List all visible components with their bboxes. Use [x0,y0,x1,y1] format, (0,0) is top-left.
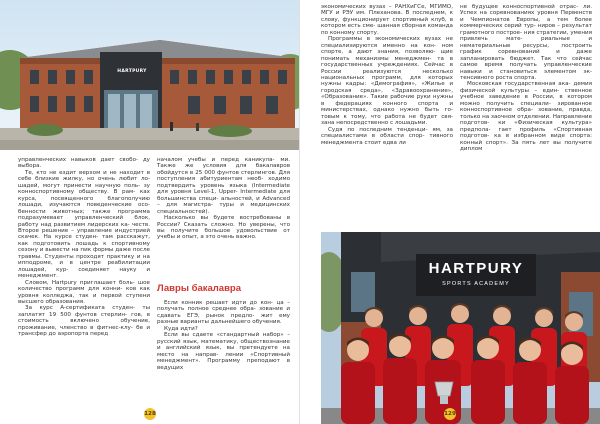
right-column-1 [321,4,453,146]
section-heading: Лавры бакалавра [157,283,242,294]
photo-sign-title: HARTPURY [428,260,524,277]
paragraph: началом учебы и перед каникула- ми. Также же условия для бакалавров обойдутся в 25 000 фунтов стерлингов. Для поступления абитуриентам необ- ходимо подтвердить уровень языка (Intermediate для уровня Level-1, Upper- Intermediate для большинства специ- альностей, и Advanced – для магистра- туры и медицинских специальностей). [157,157,290,215]
building-sign: HARTPURY [117,69,147,74]
paragraph: управленческих навыков дает свобо- ду выбора. [18,157,150,170]
photo-sign-subtitle: SPORTS ACADEMY [442,281,510,287]
paragraph: не будущее конноспортивной отрас- ли. Успех на соревнованиях уровня Первенств и Чемпионатов Европы, а тем более коммерческих серий тур- ниров – результат грамотного построе- ния стратегии, умения привлечь мате- риальные и нематериальные ресурсы, построить график соревнований и даже запланировать бюджет. Так что сейчас самое время получать управленческие навыки и становиться элементом эк- тенсивного роста спорта. [460,4,592,81]
paragraph: Московская государственная ака- демия физической культуры – един- ственное учебное заведение в России, в котором можно получить специали- зированное конноспортивное обра- зование, правда, только на заочном отделении. Направление подготов- ки «Физическая культура» предпола- гает профиль «Спортивная подготов- ка в избранном виде спорта: конный спорт». За пять лет вы получите диплом [460,81,593,152]
team-photo [321,232,600,424]
paragraph: Судя по последним тенденци- ям, за специалистами в области спор- тивного менеджмента стоит едва ли [321,126,453,146]
building-illustration [0,0,300,150]
page-number: 128 [144,408,156,420]
paragraph: Те, кто не ездит верхом и не находит в себе близкие жилку, но очень любит ло- шадей, могут принести научную поль- зу конноспортивному обществу. В рам- ках курса, посвященного благополучию лошади, изучаются поведенческие осо- бенности животных; также программа подразумевает управленческий блок, работу над развитием лидерских ка- честв. Второе решение – управление индустрией скачек. На курсе студен- там расскажут, как подготовить лошадь к спортивному сезону и вывести на пик формы даже после травмы. Студенты проходят практику и на ипподроме, и в центре реабилитации лошадей, кур- соединяет науку и менеджмент. [18,169,150,280]
paragraph: Насколько вы будете востребованы в России? Сказать сложно. Но уверены, что вы получите большое удовольствие от учебы и опыт, а это очень важно. [157,215,290,241]
paragraph: Если вы сдаете «стандартный набор» – русский язык, математику, обществознание и английский язык, вы претендуете на место на направ- лении «Спортивный менеджмент». Программу преподают в ведущих [157,332,290,371]
paragraph: Словом, Hartpury приглашает боль- шое количество программ для конни- ков как уровня колледжа, так и первой ступени высшего образования. [18,279,150,305]
paragraph: Если конник решает идти до кон- ца – получать полное среднее обра- зование и сдавать ЕГЭ, рынок предло- жит ему разные варианты дальнейшего обучения. [157,300,290,326]
left-column-1 [18,157,150,338]
right-column-2 [460,4,592,152]
paragraph: Куда идти? [164,325,198,332]
left-column-2b [157,300,290,371]
paragraph: Программы в экономических вузах не специализируются именно на кон- ном спорте, а дают знания, позволяю- щие понимать механизмы менеджмен- та в государственных учреждениях. Сейчас в России реализуются несколько национальных программ, для которых нужны кадры: «Демография», «Жилье и городская среда», «Здравоохранение», «Образование». Такие рабочие руки нужны в федерациях конного спорта и министерствах, однако нужно быть го- товым к тому, что работа не будет свя- зана непосредственно с лошадьми. [321,36,453,127]
page-number: 129 [444,408,456,420]
left-column-2 [157,157,290,241]
building-photo [0,0,300,150]
paragraph: экономических вузах – РАНХиГСе, МГИМО, МГУ и РЭУ им. Плеханова. В последнем, к слову, функционирует спортивный клуб, в котором есть сме- шанная сборная команда по конному спорту. [321,4,453,36]
paragraph: За курс A-сертификата студен- ты заплатят 19 500 фунтов стерлин- гов, в стоимость включено обучение, проживание, членство в фитнес-клу- бе и трансфер до аэропорта перед [18,305,150,338]
